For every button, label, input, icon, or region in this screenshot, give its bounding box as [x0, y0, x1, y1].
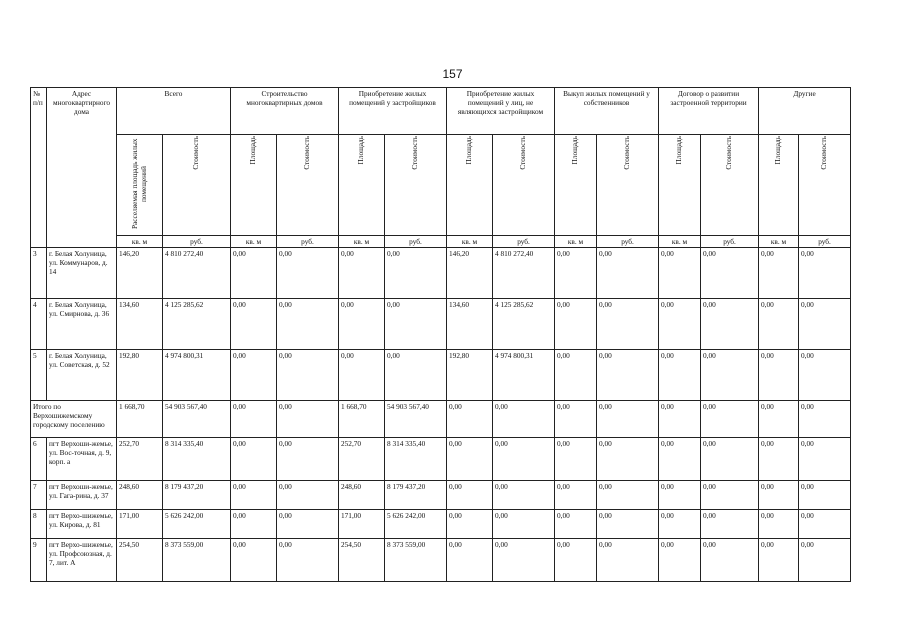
table-row — [31, 539, 851, 582]
cell-area: 254,50 — [117, 539, 163, 582]
subheader-cost: Стоимость — [597, 135, 659, 236]
header-row-sub — [31, 135, 851, 236]
row-address: пгт Верхо-шижемье, ул. Кирова, д. 81 — [47, 510, 117, 539]
cell-area: 0,00 — [447, 438, 493, 481]
subheader-area: Площадь — [339, 135, 385, 236]
unit-area: кв. м — [555, 236, 597, 248]
cell-area: 1 668,70 — [339, 401, 385, 438]
cell-area: 0,00 — [555, 350, 597, 401]
subheader-cost: Стоимость — [277, 135, 339, 236]
cell-area: 192,80 — [117, 350, 163, 401]
table-body — [31, 248, 851, 582]
cell-cost: 4 125 285,62 — [163, 299, 231, 350]
cell-area: 0,00 — [555, 481, 597, 510]
cell-cost: 0,00 — [385, 299, 447, 350]
cell-cost: 0,00 — [701, 438, 759, 481]
table-row — [31, 510, 851, 539]
row-number: 3 — [31, 248, 47, 299]
cell-cost: 54 903 567,40 — [385, 401, 447, 438]
cell-area: 0,00 — [339, 248, 385, 299]
subheader-cost: Стоимость — [493, 135, 555, 236]
unit-cost: руб. — [277, 236, 339, 248]
cell-area: 171,00 — [339, 510, 385, 539]
header-group-other: Другие — [759, 88, 851, 135]
cell-area: 0,00 — [555, 401, 597, 438]
row-address: г. Белая Холуница, ул. Коммунаров, д. 14 — [47, 248, 117, 299]
cell-area: 1 668,70 — [117, 401, 163, 438]
cell-cost: 0,00 — [277, 299, 339, 350]
unit-cost: руб. — [163, 236, 231, 248]
cell-cost: 4 974 800,31 — [163, 350, 231, 401]
subheader-area: Площадь — [555, 135, 597, 236]
table-row — [31, 438, 851, 481]
subheader-area: Площадь — [659, 135, 701, 236]
cell-cost: 8 314 335,40 — [163, 438, 231, 481]
cell-cost: 0,00 — [701, 510, 759, 539]
cell-cost: 0,00 — [597, 350, 659, 401]
cell-area: 0,00 — [447, 539, 493, 582]
table-row — [31, 248, 851, 299]
row-address: г. Белая Холуница, ул. Смирнова, д. 36 — [47, 299, 117, 350]
row-number: 7 — [31, 481, 47, 510]
header-group-territory-development: Договор о развитии застроенной территории — [659, 88, 759, 135]
cell-cost: 0,00 — [597, 481, 659, 510]
row-number: 8 — [31, 510, 47, 539]
total-row — [31, 401, 851, 438]
cell-area: 0,00 — [231, 539, 277, 582]
cell-cost: 0,00 — [385, 248, 447, 299]
cell-area: 146,20 — [447, 248, 493, 299]
cell-area: 0,00 — [231, 248, 277, 299]
total-label: Итого по Верхошижемскому городскому поселению — [31, 401, 117, 438]
cell-cost: 0,00 — [277, 510, 339, 539]
cell-cost: 4 810 272,40 — [493, 248, 555, 299]
row-number: 5 — [31, 350, 47, 401]
unit-area: кв. м — [231, 236, 277, 248]
unit-cost: руб. — [701, 236, 759, 248]
row-address: пгт Верхоши-жемье, ул. Гага-рина, д. 37 — [47, 481, 117, 510]
row-number: 4 — [31, 299, 47, 350]
cell-cost: 0,00 — [277, 481, 339, 510]
cell-cost: 0,00 — [277, 401, 339, 438]
row-number: 9 — [31, 539, 47, 582]
cell-area: 0,00 — [339, 299, 385, 350]
cell-area: 252,70 — [339, 438, 385, 481]
header-group-buyout: Выкуп жилых помещений у собственников — [555, 88, 659, 135]
cell-cost: 0,00 — [493, 481, 555, 510]
cell-area: 254,50 — [339, 539, 385, 582]
cell-cost: 0,00 — [799, 539, 851, 582]
cell-area: 248,60 — [117, 481, 163, 510]
row-address: пгт Верхоши-жемье, ул. Вос-точная, д. 9, корп. а — [47, 438, 117, 481]
cell-cost: 0,00 — [701, 248, 759, 299]
cell-area: 0,00 — [555, 510, 597, 539]
cell-area: 0,00 — [231, 510, 277, 539]
cell-area: 0,00 — [555, 539, 597, 582]
row-number: 6 — [31, 438, 47, 481]
unit-area: кв. м — [659, 236, 701, 248]
header-address: Адрес многоквартирного дома — [47, 88, 117, 248]
header-group-total: Всего — [117, 88, 231, 135]
subheader-area: Площадь — [759, 135, 799, 236]
subheader-area: Площадь — [231, 135, 277, 236]
subheader-cost: Стоимость — [701, 135, 759, 236]
unit-cost: руб. — [597, 236, 659, 248]
cell-area: 0,00 — [231, 481, 277, 510]
table-row — [31, 350, 851, 401]
cell-area: 0,00 — [447, 481, 493, 510]
header-row-units — [31, 236, 851, 248]
cell-area: 252,70 — [117, 438, 163, 481]
cell-area: 0,00 — [659, 248, 701, 299]
header-group-construction: Строительство многоквартирных домов — [231, 88, 339, 135]
cell-area: 0,00 — [759, 438, 799, 481]
unit-area: кв. м — [117, 236, 163, 248]
unit-cost: руб. — [493, 236, 555, 248]
cell-area: 0,00 — [231, 401, 277, 438]
table-row — [31, 299, 851, 350]
cell-cost: 8 179 437,20 — [163, 481, 231, 510]
cell-cost: 0,00 — [799, 438, 851, 481]
cell-cost: 0,00 — [701, 299, 759, 350]
cell-cost: 0,00 — [799, 350, 851, 401]
subheader-area: Площадь — [447, 135, 493, 236]
row-address: пгт Верхо-шижемье, ул. Профсоюзная, д. 7, лит. А — [47, 539, 117, 582]
subheader-resettle-area: Расселяемая площадь жилых помещений — [117, 135, 163, 236]
cell-area: 0,00 — [659, 438, 701, 481]
cell-area: 171,00 — [117, 510, 163, 539]
cell-cost: 0,00 — [277, 350, 339, 401]
cell-cost: 0,00 — [493, 510, 555, 539]
cell-cost: 0,00 — [493, 401, 555, 438]
cell-area: 134,60 — [117, 299, 163, 350]
cell-area: 0,00 — [659, 539, 701, 582]
cell-cost: 4 974 800,31 — [493, 350, 555, 401]
cell-area: 0,00 — [759, 481, 799, 510]
cell-cost: 8 373 559,00 — [163, 539, 231, 582]
cell-cost: 0,00 — [701, 481, 759, 510]
cell-cost: 0,00 — [701, 539, 759, 582]
unit-area: кв. м — [339, 236, 385, 248]
cell-cost: 0,00 — [799, 401, 851, 438]
cell-area: 0,00 — [659, 481, 701, 510]
header-no: № п/п — [31, 88, 47, 248]
cell-cost: 0,00 — [277, 539, 339, 582]
cell-area: 0,00 — [759, 248, 799, 299]
cell-area: 248,60 — [339, 481, 385, 510]
cell-area: 0,00 — [555, 438, 597, 481]
cell-cost: 0,00 — [597, 438, 659, 481]
cell-cost: 0,00 — [701, 350, 759, 401]
cell-area: 0,00 — [759, 350, 799, 401]
row-address: г. Белая Холуница, ул. Советская, д. 52 — [47, 350, 117, 401]
cell-area: 0,00 — [659, 350, 701, 401]
cell-cost: 0,00 — [799, 481, 851, 510]
cell-cost: 8 179 437,20 — [385, 481, 447, 510]
cell-area: 0,00 — [759, 299, 799, 350]
cell-cost: 0,00 — [597, 510, 659, 539]
header-row-groups — [31, 88, 851, 135]
cell-area: 192,80 — [447, 350, 493, 401]
cell-cost: 5 626 242,00 — [163, 510, 231, 539]
subheader-cost: Стоимость — [799, 135, 851, 236]
cell-cost: 0,00 — [799, 248, 851, 299]
cell-area: 0,00 — [759, 401, 799, 438]
cell-cost: 0,00 — [701, 401, 759, 438]
cell-cost: 4 125 285,62 — [493, 299, 555, 350]
cell-cost: 8 314 335,40 — [385, 438, 447, 481]
header-group-purchase-non-developers: Приобретение жилых помещений у лиц, не являющихся застройщиком — [447, 88, 555, 135]
cell-area: 134,60 — [447, 299, 493, 350]
subheader-cost: Стоимость — [163, 135, 231, 236]
cell-area: 0,00 — [231, 350, 277, 401]
cell-cost: 4 810 272,40 — [163, 248, 231, 299]
cell-cost: 54 903 567,40 — [163, 401, 231, 438]
cell-cost: 0,00 — [493, 539, 555, 582]
cell-cost: 0,00 — [277, 438, 339, 481]
cell-area: 0,00 — [447, 401, 493, 438]
cell-area: 0,00 — [447, 510, 493, 539]
cell-cost: 0,00 — [799, 510, 851, 539]
cell-area: 0,00 — [659, 510, 701, 539]
header-group-purchase-developers: Приобретение жилых помещений у застройщиков — [339, 88, 447, 135]
cell-area: 0,00 — [659, 401, 701, 438]
resettlement-table — [30, 87, 851, 582]
cell-area: 0,00 — [759, 539, 799, 582]
cell-area: 0,00 — [555, 299, 597, 350]
unit-cost: руб. — [385, 236, 447, 248]
table-row — [31, 481, 851, 510]
cell-area: 0,00 — [231, 299, 277, 350]
cell-cost: 0,00 — [385, 350, 447, 401]
cell-cost: 0,00 — [277, 248, 339, 299]
cell-area: 146,20 — [117, 248, 163, 299]
unit-cost: руб. — [799, 236, 851, 248]
unit-area: кв. м — [447, 236, 493, 248]
cell-cost: 0,00 — [597, 299, 659, 350]
cell-area: 0,00 — [659, 299, 701, 350]
cell-cost: 0,00 — [597, 248, 659, 299]
cell-area: 0,00 — [759, 510, 799, 539]
cell-cost: 0,00 — [597, 539, 659, 582]
cell-cost: 0,00 — [597, 401, 659, 438]
cell-area: 0,00 — [231, 438, 277, 481]
cell-cost: 8 373 559,00 — [385, 539, 447, 582]
cell-area: 0,00 — [339, 350, 385, 401]
cell-cost: 5 626 242,00 — [385, 510, 447, 539]
cell-cost: 0,00 — [799, 299, 851, 350]
unit-area: кв. м — [759, 236, 799, 248]
cell-cost: 0,00 — [493, 438, 555, 481]
page-number: 157 — [442, 67, 463, 81]
cell-area: 0,00 — [555, 248, 597, 299]
subheader-cost: Стоимость — [385, 135, 447, 236]
